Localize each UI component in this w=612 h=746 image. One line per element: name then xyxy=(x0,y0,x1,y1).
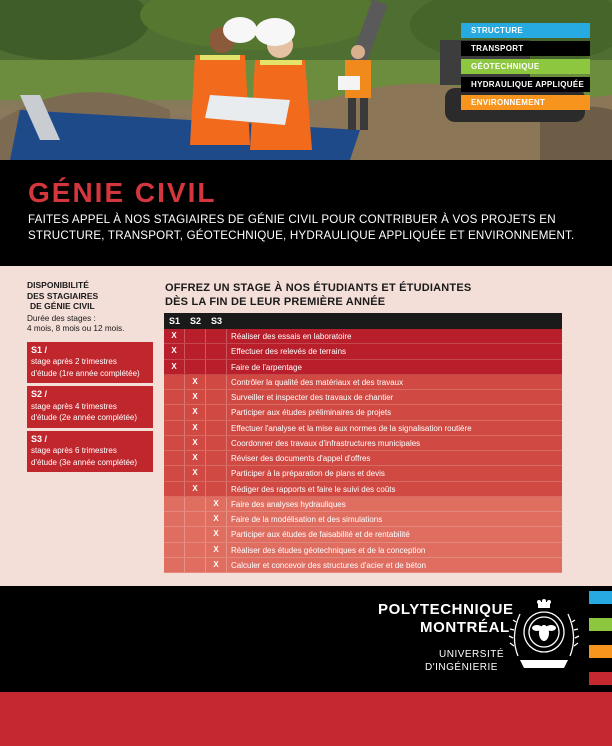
strip-blue xyxy=(589,591,612,604)
cell-s3 xyxy=(206,360,227,374)
discipline-tags xyxy=(461,23,590,113)
level-box-s1 xyxy=(27,342,153,384)
cell-task: Effectuer l'analyse et la mise aux normes de la signalisation routière xyxy=(231,423,472,433)
table-row xyxy=(164,497,562,512)
level-desc-2: d'étude (1re année complétée) xyxy=(31,368,140,378)
level-desc-1: stage après 4 trimestres xyxy=(31,401,117,411)
cell-s2 xyxy=(185,512,206,526)
cell-s3 xyxy=(206,390,227,404)
cell-s3 xyxy=(206,421,227,435)
header-s3: S3 xyxy=(210,316,222,326)
cell-task: Faire des analyses hydrauliques xyxy=(231,499,346,509)
cell-s3 xyxy=(206,451,227,465)
cell-s1: X xyxy=(164,329,185,343)
cell-task: Effectuer des relevés de terrains xyxy=(231,347,347,357)
cell-s2 xyxy=(185,527,206,541)
cell-s1 xyxy=(164,558,185,572)
sidebar-heading-1: DISPONIBILITÉ xyxy=(27,280,89,290)
cell-task: Contrôler la qualité des matériaux et des travaux xyxy=(231,377,404,387)
level-desc-1: stage après 6 trimestres xyxy=(31,446,117,455)
cell-task: Réaliser des études géotechniques et de la conception xyxy=(231,545,426,555)
table-row xyxy=(164,482,562,497)
table-row xyxy=(164,329,562,344)
page-title: GÉNIE CIVIL xyxy=(28,177,217,208)
table-row xyxy=(164,466,562,481)
cell-task: Surveiller et inspecter des travaux de chantier xyxy=(231,393,394,402)
tasks-table xyxy=(164,313,562,573)
cell-s1 xyxy=(164,527,185,541)
color-strips xyxy=(589,591,612,699)
university-label-2: D'INGÉNIERIE xyxy=(425,662,498,673)
cell-s3 xyxy=(206,375,227,389)
level-box-s2 xyxy=(27,386,153,428)
cell-s2 xyxy=(185,360,206,374)
cell-s2 xyxy=(185,497,206,511)
cell-task: Participer aux études préliminaires de projets xyxy=(231,408,392,418)
table-row xyxy=(164,360,562,375)
table-title xyxy=(165,281,565,309)
cell-s2 xyxy=(185,558,206,572)
cell-s1 xyxy=(164,497,185,511)
table-row xyxy=(164,527,562,542)
university-label-1: UNIVERSITÉ xyxy=(439,649,505,660)
strip-orange xyxy=(589,645,612,658)
cell-task: Réviser des documents d'appel d'offres xyxy=(231,454,371,463)
cell-s3 xyxy=(206,466,227,480)
cell-task: Calculer et concevoir des structures d'acier et de béton xyxy=(231,560,426,570)
level-key: S3 / xyxy=(31,433,48,444)
tag-hydraulique: HYDRAULIQUE APPLIQUÉE xyxy=(461,77,590,92)
table-body xyxy=(164,329,562,573)
cell-s1 xyxy=(164,451,185,465)
level-key: S1 / xyxy=(31,344,48,355)
table-row xyxy=(164,543,562,558)
table-row xyxy=(164,344,562,359)
cell-s2: X xyxy=(185,375,206,389)
cell-s2: X xyxy=(185,466,206,480)
cell-s2 xyxy=(185,329,206,343)
cell-s2: X xyxy=(185,436,206,450)
availability-sidebar xyxy=(27,280,153,472)
duration-values: 4 mois, 8 mois ou 12 mois. xyxy=(27,323,125,333)
cell-s1 xyxy=(164,436,185,450)
cell-s3: X xyxy=(206,558,227,572)
table-row xyxy=(164,512,562,527)
table-row xyxy=(164,451,562,466)
cell-task: Coordonner des travaux d'infrastructures municipales xyxy=(231,438,421,448)
cell-s3: X xyxy=(206,497,227,511)
cell-s3 xyxy=(206,482,227,496)
cell-s3: X xyxy=(206,512,227,526)
page-subtitle: FAITES APPEL À NOS STAGIAIRES DE GÉNIE CIVIL POUR CONTRIBUER À VOS PROJETS EN STRUCTURE, TRANSPORT, GÉOTECHNIQUE, HYDRAULIQUE APPLIQUÉE ET ENVIRONNEMENT. xyxy=(28,213,575,242)
table-row xyxy=(164,405,562,420)
cell-task: Faire de l'arpentage xyxy=(231,362,302,372)
cell-s3 xyxy=(206,405,227,419)
header-s1: S1 xyxy=(168,316,180,326)
cell-s1 xyxy=(164,390,185,404)
duration-label: Durée des stages : xyxy=(27,313,96,323)
cell-s1 xyxy=(164,405,185,419)
sidebar-heading-3: DE GÉNIE CIVIL xyxy=(30,301,95,311)
cell-s1: X xyxy=(164,360,185,374)
strip-green xyxy=(589,618,612,631)
cell-s1 xyxy=(164,466,185,480)
table-row xyxy=(164,390,562,405)
cell-s2: X xyxy=(185,482,206,496)
tag-transport: TRANSPORT xyxy=(461,41,590,56)
table-row xyxy=(164,375,562,390)
table-row xyxy=(164,436,562,451)
cell-s3: X xyxy=(206,543,227,557)
cell-s2: X xyxy=(185,390,206,404)
level-desc-2: d'étude (3e année complétée) xyxy=(31,457,138,467)
strip-red xyxy=(589,672,612,685)
cell-s3: X xyxy=(206,527,227,541)
cell-s3 xyxy=(206,436,227,450)
header-task xyxy=(227,313,562,329)
tag-structure: STRUCTURE xyxy=(461,23,590,38)
table-row xyxy=(164,421,562,436)
institution-name-1: POLYTECHNIQUE xyxy=(378,601,514,618)
sidebar-heading-2: DES STAGIAIRES xyxy=(27,290,99,301)
cell-s3 xyxy=(206,329,227,343)
cell-s1: X xyxy=(164,344,185,358)
table-title-line-2: DÈS LA FIN DE LEUR PREMIÈRE ANNÉE xyxy=(165,296,386,308)
title-band xyxy=(0,160,612,266)
cell-s1 xyxy=(164,421,185,435)
institution-name-2: MONTRÉAL xyxy=(420,619,510,636)
tag-environnement: ENVIRONNEMENT xyxy=(461,95,590,110)
cell-task: Rédiger des rapports et faire le suivi des coûts xyxy=(231,484,396,494)
table-header xyxy=(164,313,562,329)
cell-s3 xyxy=(206,344,227,358)
cell-task: Participer à la préparation de plans et devis xyxy=(231,469,385,479)
header-s2: S2 xyxy=(189,316,201,326)
cell-s2: X xyxy=(185,405,206,419)
cell-s2 xyxy=(185,344,206,358)
cell-s1 xyxy=(164,543,185,557)
cell-s2: X xyxy=(185,421,206,435)
polytechnique-seal-icon xyxy=(508,598,580,674)
cell-task: Réaliser des essais en laboratoire xyxy=(231,332,352,341)
cell-task: Participer aux études de faisabilité et de rentabilité xyxy=(231,530,410,540)
cell-task: Faire de la modélisation et des simulations xyxy=(231,515,383,524)
table-title-line-1: OFFREZ UN STAGE À NOS ÉTUDIANTS ET ÉTUDIANTES xyxy=(165,282,472,294)
cell-s1 xyxy=(164,482,185,496)
level-desc-2: d'étude (2e année complétée) xyxy=(31,413,138,422)
cell-s1 xyxy=(164,375,185,389)
cell-s2: X xyxy=(185,451,206,465)
table-row xyxy=(164,558,562,573)
level-box-s3 xyxy=(27,431,153,473)
level-key: S2 / xyxy=(31,389,48,399)
level-desc-1: stage après 2 trimestres xyxy=(31,357,117,366)
cell-s1 xyxy=(164,512,185,526)
hero-photo xyxy=(0,0,612,160)
tag-geotechnique: GÉOTECHNIQUE xyxy=(461,59,590,74)
cell-s2 xyxy=(185,543,206,557)
bottom-band xyxy=(0,692,612,746)
